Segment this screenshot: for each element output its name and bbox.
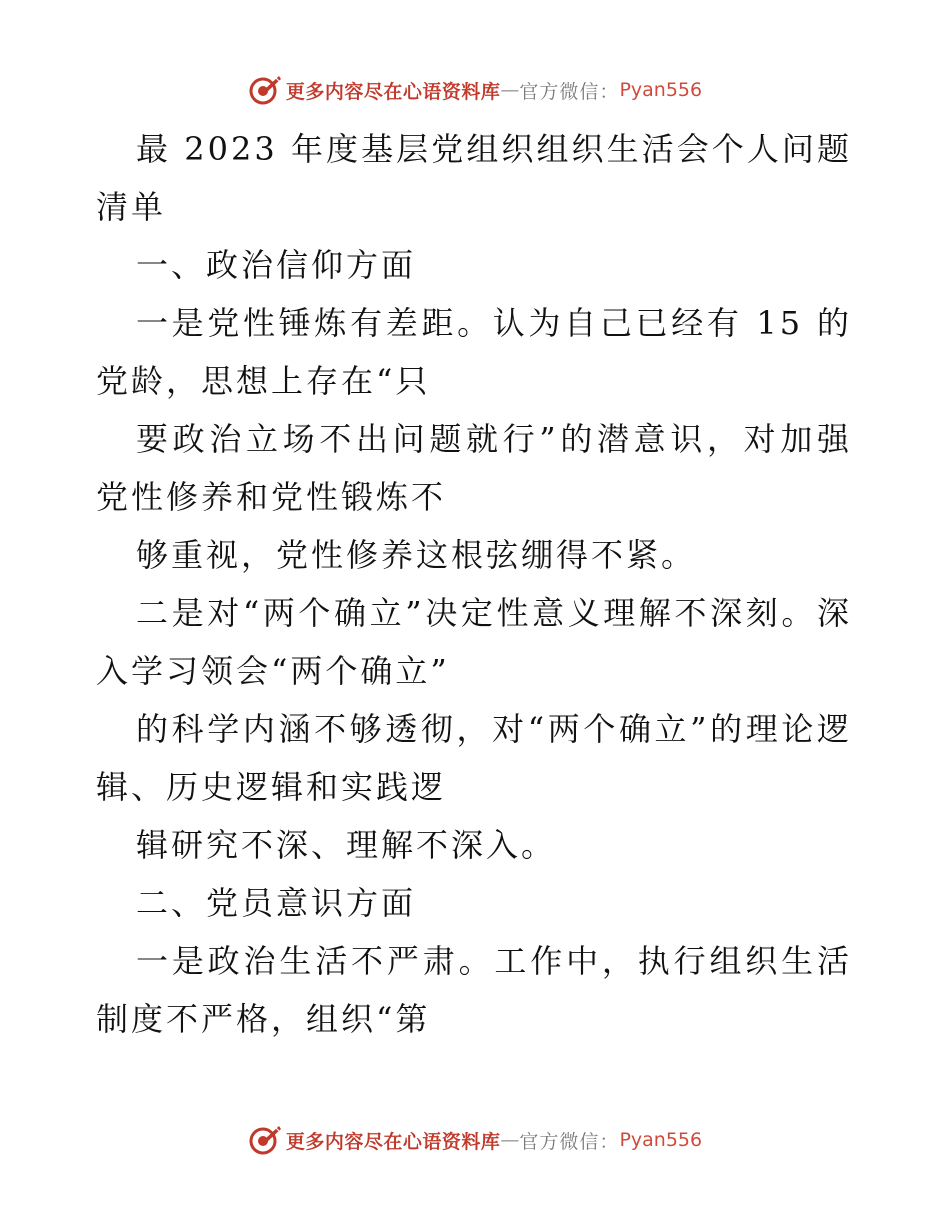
watermark-main-text: 更多内容尽在心语资料库 bbox=[285, 80, 501, 103]
watermark-main-text: 更多内容尽在心语资料库 bbox=[285, 1130, 501, 1153]
watermark-id-text: Pyan556 bbox=[619, 1129, 703, 1151]
paragraph-two-establishments: 二是对“两个确立”决定性意义理解不深刻。深入学习领会“两个确立” bbox=[96, 594, 852, 690]
paragraph-party-spirit: 一是党性锤炼有差距。认为自己已经有 15 的党龄，思想上存在“只 bbox=[96, 304, 852, 400]
paragraph-two-establishments-end: 辑研究不深、理解不深入。 bbox=[136, 826, 557, 864]
section-heading-party-member-awareness: 二、党员意识方面 bbox=[136, 884, 417, 922]
paragraph-political-life: 一是政治生活不严肃。工作中，执行组织生活制度不严格，组织“第 bbox=[96, 942, 852, 1038]
footer-watermark bbox=[0, 1120, 950, 1160]
paragraph-party-spirit-cont: 要政治立场不出问题就行”的潜意识，对加强党性修养和党性锻炼不 bbox=[96, 420, 852, 516]
watermark-separator: — bbox=[500, 79, 520, 101]
watermark-sub-text: 官方微信： bbox=[519, 80, 620, 103]
watermark-id-text: Pyan556 bbox=[619, 79, 703, 101]
document-body bbox=[96, 120, 852, 1048]
paragraph-party-spirit-end: 够重视，党性修养这根弦绷得不紧。 bbox=[136, 536, 697, 574]
watermark-sub-text: 官方微信： bbox=[519, 1130, 620, 1153]
document-title: 最 2023 年度基层党组织组织生活会个人问题清单 bbox=[96, 130, 852, 226]
pen-circle-logo-icon bbox=[248, 1123, 282, 1157]
watermark-separator: — bbox=[500, 1129, 520, 1151]
pen-circle-logo-icon bbox=[248, 73, 282, 107]
section-heading-political-belief: 一、政治信仰方面 bbox=[136, 246, 417, 284]
header-watermark bbox=[0, 70, 950, 110]
paragraph-two-establishments-cont: 的科学内涵不够透彻，对“两个确立”的理论逻辑、历史逻辑和实践逻 bbox=[96, 710, 852, 806]
